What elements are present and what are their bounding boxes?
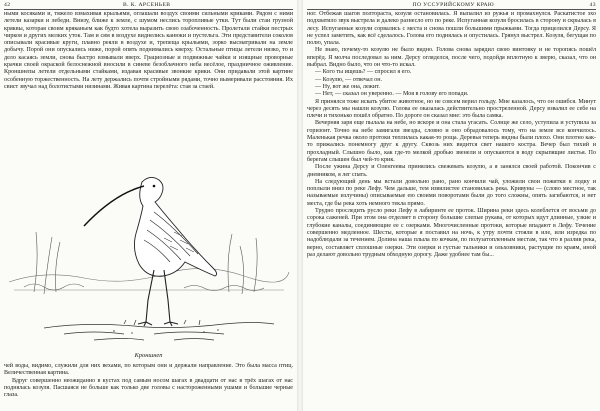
paragraph: чей воды, видимо, служили для них вехами, по которым они и держали направление. Это была масса птиц. Величественная картина. <box>4 363 293 377</box>
curlew-bird <box>134 177 216 276</box>
left-page-number: 42 <box>4 1 11 8</box>
curlew-bill <box>84 186 144 226</box>
paragraph: Не знаю, почему-то козулю не было видно. Голова снова зарядил свою винтовку и не торопясь пошёл вперёд. Я молча последовал за ним. Дерсу огляделся, после чего, подойдя вплотную к зверю, сказал, что он выбрал. Видно было, что он что-то искал. <box>307 47 596 69</box>
left-page <box>0 0 297 411</box>
right-text <box>307 11 596 259</box>
left-running-head: В. К. АРСЕНЬЕВ <box>122 1 171 8</box>
dialogue-line: — Козулю, — отвечал он. <box>315 76 382 83</box>
paragraph: ног. Отбежав шагов полтораста, козуля остановилась. Я выпалил из ружья и промахнулся. Раскатистое эхо подхватило звук выстрела и далеко разнесло его по реке. Испуганная козуля бросилась в сторону и скрылась в лесу. Испуганные козули сорвались с места и снова пошли большими прыжками. Тогда прицелился Дерсу. Я не успел заметить, как всё сделалось. Голова его поднялась и опустилась. Грянул выстрел. Козуля, бегущая по полю, упала. <box>307 11 596 47</box>
paragraph: Вдруг совершенно неожиданно в кустах под самым носом шагах в двадцати от нас в трёх шагах от нас поднялась козуля. Пасшаяся не больше как только две головы с настороженными ушами и большие черные глаза. <box>4 377 293 399</box>
right-header-rule <box>307 9 596 10</box>
curlew-legs <box>138 270 178 326</box>
dialogue-line: — Нет, — сказал он уверенно. — Моя в голову его попади. <box>315 91 469 98</box>
left-top-text <box>4 11 293 91</box>
right-page-number: 43 <box>589 1 596 8</box>
dialogue-line: — Кого ты ищешь? — спросил я его. <box>315 69 412 76</box>
curlew-illustration <box>4 142 293 360</box>
left-page-header <box>4 0 293 9</box>
illustration-caption: Кроншнеп <box>134 352 163 359</box>
paragraph: Вечерняя заря еще пылала на небе, но вскоре и она стала угасать. Солнце же село, уступила и уступила за горизонт. Точно на небе замигали звезды, словно и оно обрадовалось тому, что на земле все кончилось. Маленькая речка около протоки теплилась какая-то роща. Деревья теперь видны были плохо. Они плотно как-то прижались понемногу друг к другу. Сквозь них видится свет нашего костра. Вечер был тихий и прохладный. Слышно было, как где-то мелкой дробью звенели и опускаются в воду скрыпящие листья. По берегам слышен был чей-то крик. <box>307 120 596 163</box>
paragraph: ными косяками и, тяжело взмахивая крыльями, оглашали воздух своими сильными криками. Рядом с ними летели казарки и лебеди. Внизу, ближе к земле, с шумом неслись торопливые утки. Тут были стаи грузной кряквы, которая своим кряканьем как будто хотела выразить свою озабоченность. Пролетали стайки пестрых чирков и других мелких уток. Там и сям в воздухе виднелись канюки и пустельга. Эти представители соколов описывали красивые круги, плавно реяли в воздухе и, трепеща крыльями, зорко высматривали на земле добычу. Порой они опускались ниже, порой опять поднимались кверху. Остальные птицы летели низко, то и дело касаясь земли, снова быстро взмывали вверх. Грациозные и подвижные чайки и изящные проворные крачки своей окраской белоснежной вносили в синеве безоблачного неба весёлое, праздничное оживление. Кроншнепы летели отдельными стайками, издавая красивые звонкие крики. Они придавали этой картине особенную торжественность. На лету держались почти стройными рядами, точно вымеривали расстояния. Их свист звучал над болотистыми низинами. Живая картина перелёта: стая за стаей. <box>4 11 293 90</box>
right-page <box>303 0 600 411</box>
paragraph: После ужина Дерсу и Оленгеевы принялись свежевать козулю, а я занялся своей работой. Покончив с дневником, я лег спать. <box>307 164 596 178</box>
paragraph: На следующий день мы встали довольно рано, рано кончили чай, уложили свои пожитки в лодку и поплыли вниз по реке Лефу. Чем дальше, тем извилистее становилась река. Кривуны — (слово местное, так называемые излучины) описываемые ею своими поворотами были до того сложны, опять загибаются, и нет места, где бы река хоть немного текла прямо. <box>307 178 596 207</box>
right-running-head: ПО УССУРИЙСКОМУ КРАЮ <box>412 1 495 8</box>
paragraph: Я принялся тоже искать убитое животное, но не совсем верил гольду. Мне казалось, что он ошибся. Минут через десять мы нашли козулю. Голова ее оказалась действительно простреленной. Дерсу взвалил ее себе на плечи и тихонько пошёл обратно. По дороге он сказал мне: это была самка. <box>307 98 596 120</box>
right-page-header <box>307 0 596 9</box>
left-header-rule <box>4 9 293 10</box>
left-bottom-text <box>4 363 293 399</box>
paragraph: Трудно проследить русло реки Лефу в лабиринте ее проток. Ширина реки здесь колеблется от восьми до сорока саженей. При этом она отделяет в сторону большие слепые рукава, от которых идут длинные, узкие и глубокие каналы, соединяющие ее с озерками. Многочисленные протоки, которые впадают в Лефу. Течение совершенно медленное. Шесты, которые я поставил на ночь, к утру почти стояли в иле, или изредка по надоблюдали за течением. Долина наша плыла по кочкам, по полузатопленным местам, так что в разлив река, верно, составляет сплошные озерки. Эти озерки и густые тальники и ольховники, растущие по краям, иной раз делают довольно трудным обходную дорогу. Даже удобнее там бы... <box>307 208 596 258</box>
dialogue-line: — Ну, вот же она, лежит. <box>315 83 380 90</box>
curlew-drawing <box>4 142 293 347</box>
